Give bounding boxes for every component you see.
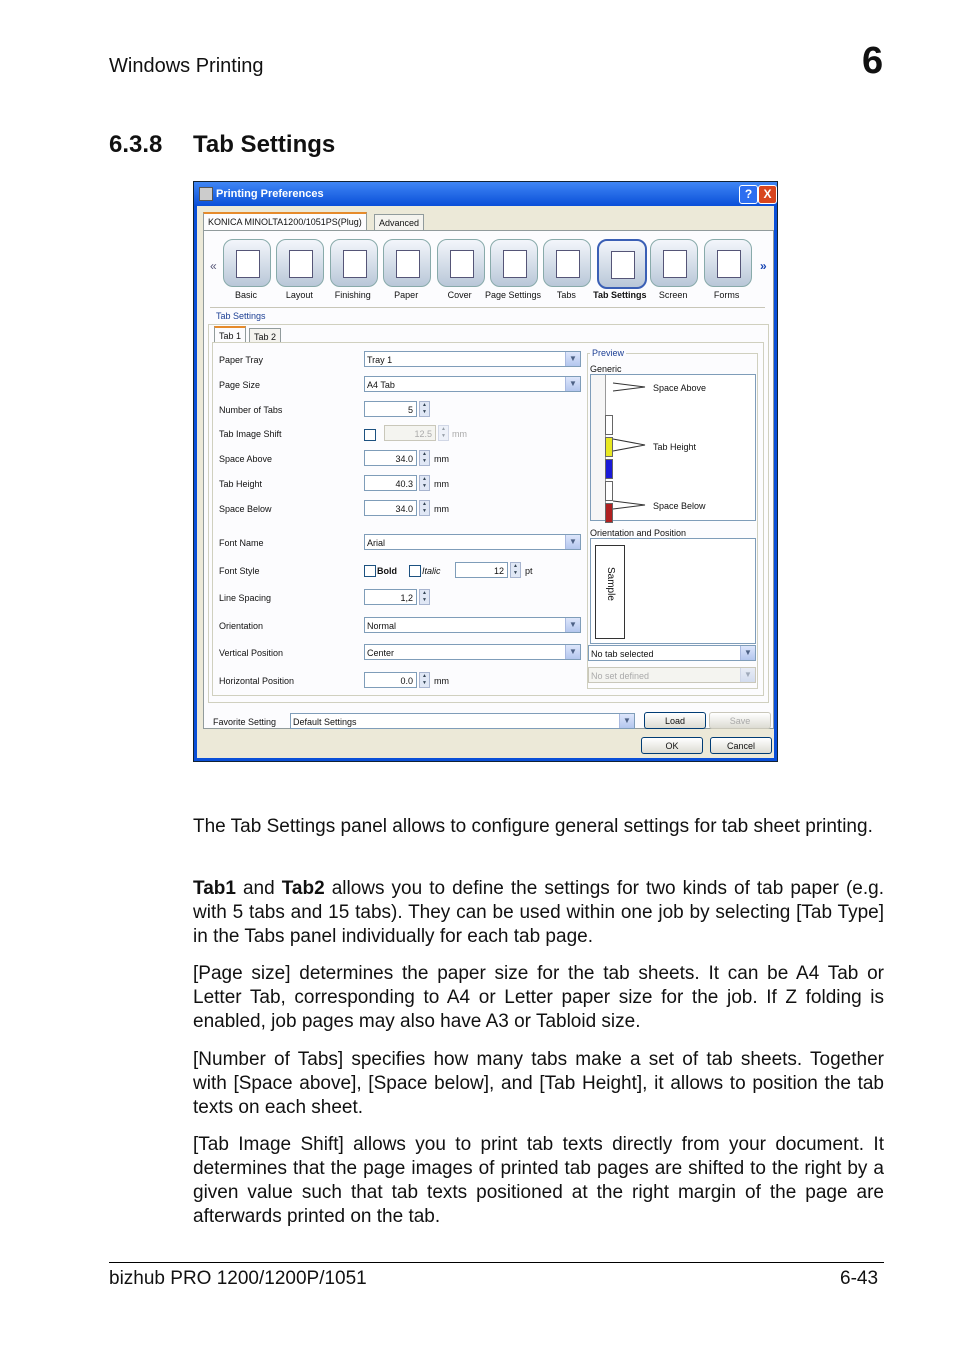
dialog-client — [197, 206, 774, 758]
tab-select-dropdown[interactable] — [588, 645, 756, 661]
chevron-down-icon[interactable]: ▼ — [619, 714, 634, 728]
tab-settings-icon-glyph — [611, 251, 635, 279]
horizontal-position-spinner[interactable]: ▲ ▼ — [419, 672, 430, 688]
printer-icon[interactable] — [223, 239, 271, 287]
icon-label-layout[interactable]: Layout — [285, 290, 313, 300]
icon-label-paper[interactable]: Paper — [394, 290, 419, 300]
cancel-button[interactable]: Cancel — [710, 737, 772, 754]
cover-icon-glyph — [450, 250, 474, 278]
page-settings-icon[interactable] — [490, 239, 538, 287]
number-of-tabs-label: Number of Tabs — [219, 405, 283, 415]
favorite-setting-value: Default Settings — [293, 717, 357, 727]
tab-height-preview-label: Tab Height — [653, 442, 697, 452]
ok-button[interactable]: OK — [641, 737, 703, 754]
vertical-position-select[interactable] — [364, 644, 581, 660]
tab-image-shift-unit: mm — [452, 429, 467, 439]
space-below-label: Space Below — [219, 504, 272, 514]
finishing-icon[interactable] — [330, 239, 378, 287]
chapter-number: 6 — [862, 40, 884, 82]
tab-image-shift-input[interactable]: 12.5 — [384, 425, 436, 441]
icon-label-forms[interactable]: Forms — [713, 290, 740, 300]
orientation-label: Orientation — [219, 621, 264, 631]
scroll-left-icon[interactable]: « — [210, 259, 217, 273]
icon-label-page-settings[interactable]: Page Settings — [484, 290, 542, 300]
chevron-down-icon[interactable]: ▼ — [565, 645, 580, 659]
page-settings-icon-glyph — [503, 250, 527, 278]
icon-label-cover[interactable]: Cover — [447, 290, 472, 300]
chevron-down-icon[interactable]: ▼ — [740, 646, 755, 660]
space-below-unit: mm — [434, 504, 449, 514]
finishing-icon-glyph — [343, 250, 367, 278]
chevron-down-icon[interactable]: ▼ — [565, 377, 580, 391]
sample-text: Sample — [605, 567, 616, 601]
tab-height-input[interactable]: 40.3 — [364, 475, 417, 491]
paragraph-4: [Number of Tabs] specifies how many tabs make a set of tab sheets. Together with [Space above], [Space below], and [Tab Height], it allows to position the tab texts on each sheet. — [193, 1049, 884, 1118]
line-spacing-spinner[interactable]: ▲ ▼ — [419, 589, 430, 605]
forms-icon-glyph — [717, 250, 741, 278]
generic-label: Generic — [590, 364, 622, 374]
generic-preview — [590, 374, 756, 521]
load-button[interactable]: Load — [644, 712, 706, 729]
space-below-input[interactable]: 34.0 — [364, 500, 417, 516]
number-of-tabs-spinner[interactable]: ▲ ▼ — [419, 401, 430, 417]
tab-height-spinner[interactable]: ▲ ▼ — [419, 475, 430, 491]
section-title: Tab Settings — [193, 131, 336, 158]
paper-tray-select[interactable] — [364, 351, 581, 367]
preview-arrows — [611, 375, 651, 520]
set-select-value: No set defined — [591, 671, 650, 681]
horizontal-position-input[interactable]: 0.0 — [364, 672, 417, 688]
horizontal-position-unit: mm — [434, 676, 449, 686]
tab-image-shift-label: Tab Image Shift — [219, 429, 282, 439]
space-above-label: Space Above — [219, 454, 273, 464]
screen-icon[interactable] — [650, 239, 698, 287]
space-below-preview-label: Space Below — [653, 501, 706, 511]
space-above-unit: mm — [434, 454, 449, 464]
page-size-label: Page Size — [219, 380, 261, 390]
printing-preferences-dialog — [193, 181, 778, 762]
line-spacing-input[interactable]: 1,2 — [364, 589, 417, 605]
orientation-value: Normal — [367, 621, 397, 631]
dialog-title: Printing Preferences — [216, 188, 324, 200]
paragraph-1: The Tab Settings panel allows to configure general settings for tab sheet printing. — [193, 816, 873, 837]
scroll-right-icon[interactable]: » — [760, 259, 767, 273]
paper-icon[interactable] — [383, 239, 431, 287]
horizontal-position-label: Horizontal Position — [219, 676, 295, 686]
footer-rule — [109, 1262, 884, 1263]
chevron-down-icon[interactable]: ▼ — [740, 668, 755, 682]
font-name-select[interactable] — [364, 534, 581, 550]
forms-icon[interactable] — [704, 239, 752, 287]
font-size-unit: pt — [525, 566, 533, 576]
space-above-input[interactable]: 34.0 — [364, 450, 417, 466]
tab-select-value: No tab selected — [591, 649, 654, 659]
layout-icon-glyph — [289, 250, 313, 278]
set-select-dropdown[interactable] — [588, 667, 756, 683]
tabs-icon[interactable] — [543, 239, 591, 287]
icon-label-tab-settings[interactable]: Tab Settings — [593, 290, 647, 300]
preview-label: Preview — [592, 348, 625, 358]
chevron-down-icon[interactable]: ▼ — [565, 618, 580, 632]
tab2-term: Tab2 — [281, 878, 325, 899]
tab-image-shift-checkbox[interactable] — [364, 429, 376, 441]
tab-height-unit: mm — [434, 479, 449, 489]
favorite-setting-label: Favorite Setting — [213, 717, 277, 727]
font-style-label: Font Style — [219, 566, 260, 576]
line-spacing-label: Line Spacing — [219, 593, 272, 603]
font-name-label: Font Name — [219, 538, 264, 548]
paragraph-2 — [193, 877, 884, 949]
save-button[interactable]: Save — [709, 712, 771, 729]
footer-product: bizhub PRO 1200/1200P/1051 — [109, 1268, 367, 1289]
paper-tray-value: Tray 1 — [367, 355, 393, 365]
paragraph-3: [Page size] determines the paper size for the tab sheets. It can be A4 Tab or Letter Tab, corresponding to A4 or Letter paper size for the job. If Z folding is enabled, job pages may also have A3 or Tabloid size. — [193, 963, 884, 1032]
paragraph-5: [Tab Image Shift] allows you to print tab texts directly from your document. It determines that the page images of printed tab pages are shifted to the right by a given value such that tab texts positioned at the right margin of the page are afterwards printed on the tab. — [193, 1134, 884, 1227]
tab1-term: Tab1 — [193, 878, 236, 899]
bold-checkbox[interactable] — [364, 565, 376, 577]
tab-image-shift-spinner[interactable]: ▲ ▼ — [438, 425, 449, 441]
dialog-titlebar — [194, 182, 777, 206]
printer-icon-glyph — [236, 250, 260, 278]
tabs-icon-glyph — [556, 250, 580, 278]
chevron-down-icon[interactable]: ▼ — [565, 352, 580, 366]
orientation-select[interactable] — [364, 617, 581, 633]
bold-label: Bold — [377, 566, 397, 576]
font-size-spinner[interactable]: ▲ ▼ — [510, 562, 521, 578]
icon-label-tabs[interactable]: Tabs — [556, 290, 576, 300]
chevron-down-icon[interactable]: ▼ — [565, 535, 580, 549]
icon-label-finishing[interactable]: Finishing — [334, 290, 371, 300]
icon-label-screen[interactable]: Screen — [658, 290, 688, 300]
orientation-position-label: Orientation and Position — [590, 528, 687, 538]
page-size-select[interactable] — [364, 376, 581, 392]
font-name-value: Arial — [367, 538, 386, 548]
tab-advanced[interactable]: Advanced — [374, 214, 424, 231]
space-above-spinner[interactable]: ▲ ▼ — [419, 450, 430, 466]
paper-tray-label: Paper Tray — [219, 355, 264, 365]
paper-icon-glyph — [396, 250, 420, 278]
favorite-setting-select[interactable] — [290, 713, 635, 729]
footer-page-number: 6-43 — [840, 1268, 879, 1289]
section-number: 6.3.8 — [109, 131, 163, 158]
vertical-position-value: Center — [367, 648, 395, 658]
printer-icon — [199, 187, 213, 201]
space-below-spinner[interactable]: ▲ ▼ — [419, 500, 430, 516]
screen-icon-glyph — [663, 250, 687, 278]
group-label: Tab Settings — [216, 311, 266, 321]
running-header-title: Windows Printing — [109, 55, 264, 77]
tab-settings-icon[interactable] — [597, 239, 647, 289]
help-button[interactable]: ? — [739, 185, 758, 204]
number-of-tabs-input[interactable]: 5 — [364, 401, 417, 417]
and-word: and — [235, 878, 282, 899]
tab-panel — [203, 230, 774, 729]
orientation-preview — [590, 538, 756, 644]
layout-icon[interactable] — [276, 239, 324, 287]
tab-driver[interactable]: KONICA MINOLTA1200/1051PS(Plug) — [203, 212, 367, 232]
vertical-position-label: Vertical Position — [219, 648, 284, 658]
subtab-tab2[interactable]: Tab 2 — [249, 328, 281, 342]
function-icon-strip — [206, 235, 771, 303]
font-size-input[interactable]: 12 — [455, 562, 508, 578]
icon-label-basic[interactable]: Basic — [234, 290, 257, 300]
subtab-tab1[interactable]: Tab 1 — [214, 326, 246, 343]
paragraph-2-rest: allows you to define the settings for two kinds of tab paper (e.g. with 5 tabs and 15 tabs). They can be used within one job by selecting [Tab Type] in the Tabs panel individually for each tab page. — [193, 878, 885, 947]
close-button[interactable]: X — [758, 185, 777, 204]
tab-height-label: Tab Height — [219, 479, 263, 489]
cover-icon[interactable] — [437, 239, 485, 287]
page-size-value: A4 Tab — [367, 380, 395, 390]
italic-label: Italic — [422, 566, 441, 576]
space-above-preview-label: Space Above — [653, 383, 707, 393]
italic-checkbox[interactable] — [409, 565, 421, 577]
